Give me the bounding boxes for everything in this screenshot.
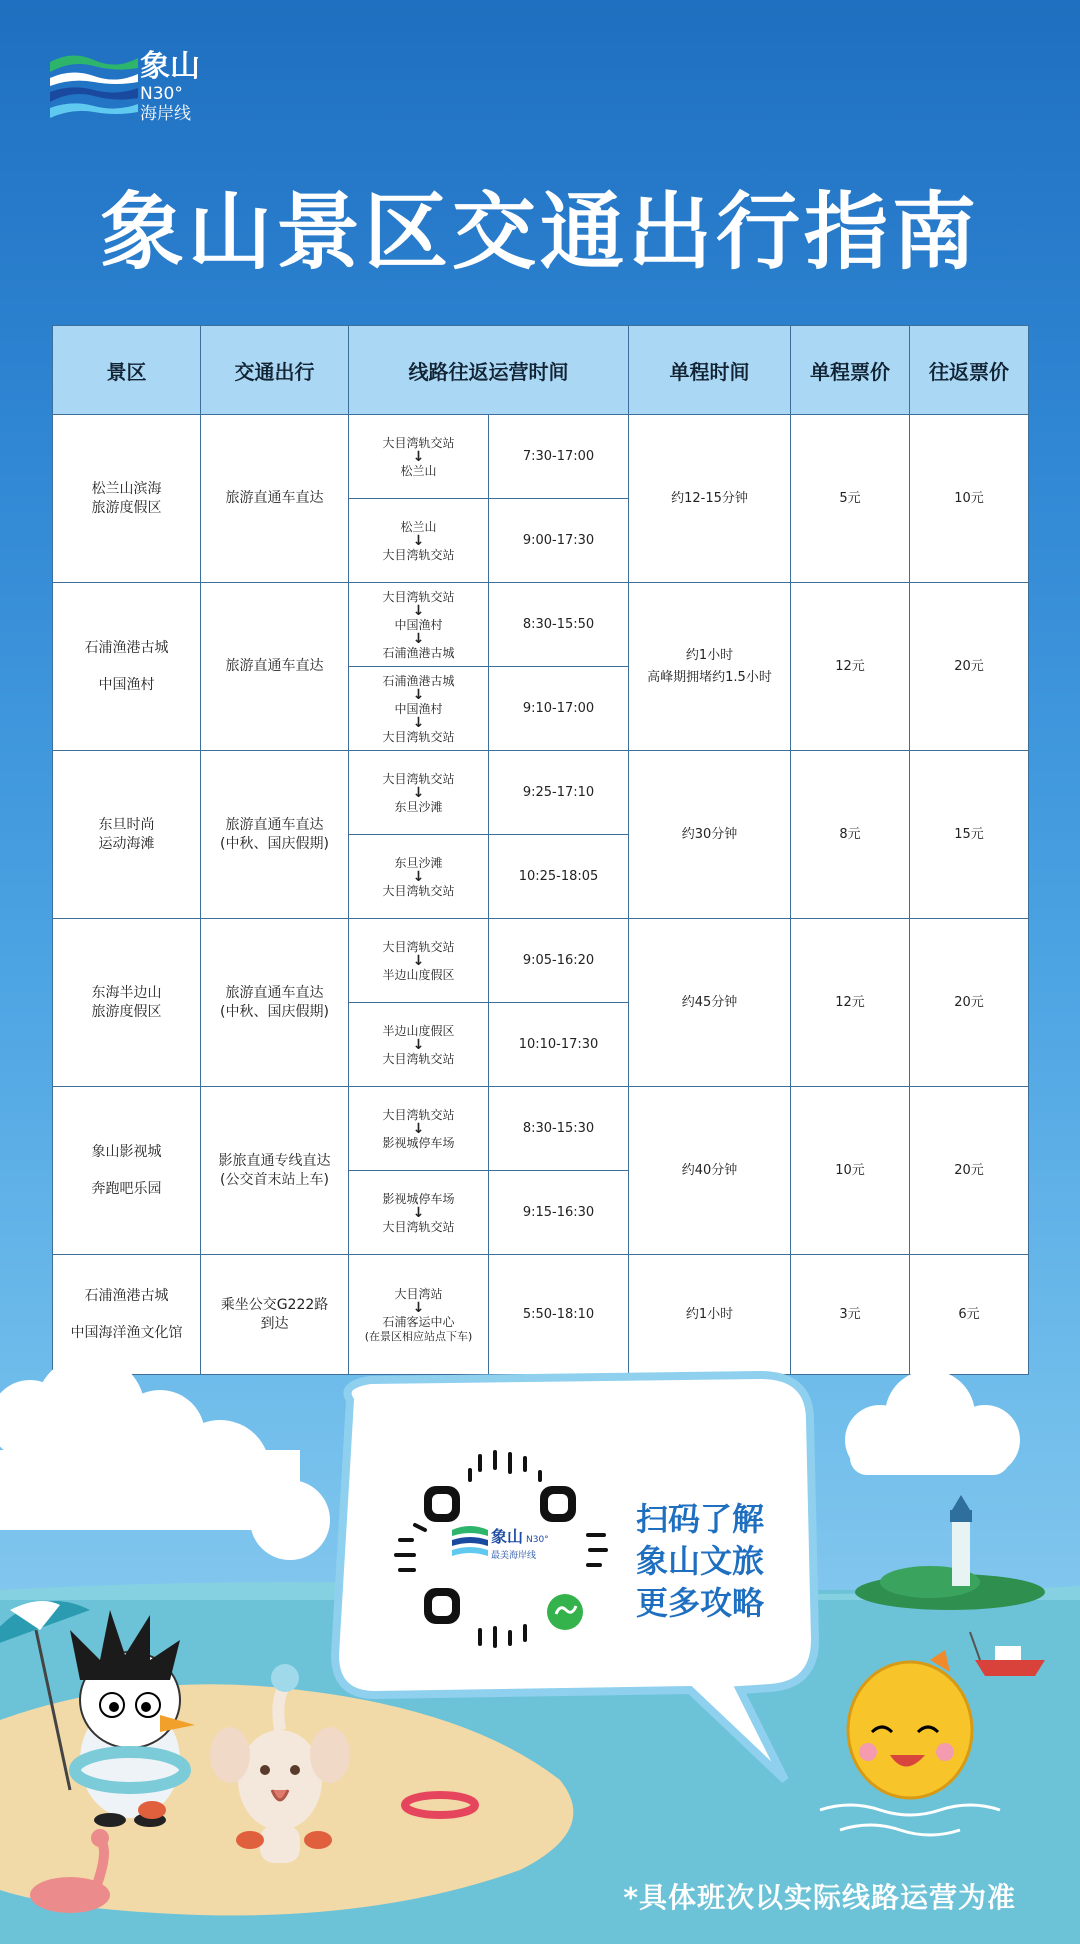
down-arrow-icon: ↓ xyxy=(412,1120,425,1137)
single-price-cell: 10元 xyxy=(791,1087,910,1255)
route-stop: 大目湾轨交站 xyxy=(382,939,455,954)
header-scenic: 景区 xyxy=(53,326,201,415)
duration-line: 约12-15分钟 xyxy=(671,490,748,506)
down-arrow-icon: ↓ xyxy=(412,952,425,969)
duration-cell xyxy=(629,1087,791,1255)
route-stop: 大目湾轨交站 xyxy=(382,547,455,562)
duration-line: 约1小时 xyxy=(685,647,734,663)
header-single-price: 单程票价 xyxy=(791,326,910,415)
scenic-line xyxy=(53,658,200,676)
duration-line: 高峰期拥堵约1.5小时 xyxy=(647,669,772,685)
scenic-cell xyxy=(53,583,201,751)
route-time-cell: 9:10-17:00 xyxy=(489,667,629,751)
route-stop: 松兰山 xyxy=(400,463,437,478)
scenic-line: 奔跑吧乐园 xyxy=(91,1180,162,1197)
route-time-cell: 8:30-15:30 xyxy=(489,1087,629,1171)
cloud-left-icon xyxy=(0,1360,330,1560)
route-stops-cell xyxy=(349,1171,489,1255)
transport-line: (中秋、国庆假期) xyxy=(220,1003,329,1020)
transport-line: 旅游直通车直达 xyxy=(225,658,324,674)
route-stop: 石浦客运中心 xyxy=(382,1314,455,1329)
table-row xyxy=(53,1087,1029,1171)
transport-line: 影旅直通专线直达 xyxy=(218,1152,331,1169)
duration-cell xyxy=(629,1255,791,1375)
route-time-cell: 10:25-18:05 xyxy=(489,835,629,919)
route-stop: 石浦渔港古城 xyxy=(382,645,455,660)
route-stops-cell xyxy=(349,835,489,919)
duration-cell xyxy=(629,415,791,583)
route-stop: 大目湾轨交站 xyxy=(382,729,455,744)
route-stops-cell xyxy=(349,751,489,835)
scenic-line: 石浦渔港古城 xyxy=(84,1287,169,1304)
logo xyxy=(48,48,208,126)
down-arrow-icon: ↓ xyxy=(412,448,425,465)
table-row xyxy=(53,583,1029,667)
round-price-cell: 15元 xyxy=(910,751,1029,919)
route-stop: 大目湾轨交站 xyxy=(382,1051,455,1066)
qr-logo-sub: N30° xyxy=(526,1535,549,1545)
duration-line: 约30分钟 xyxy=(681,826,738,842)
single-price-cell: 12元 xyxy=(791,583,910,751)
route-stops-cell xyxy=(349,1255,489,1375)
transport-line: 旅游直通车直达 xyxy=(225,984,324,1001)
route-time-cell: 8:30-15:50 xyxy=(489,583,629,667)
route-table xyxy=(52,325,1029,1375)
down-arrow-icon: ↓ xyxy=(412,1036,425,1053)
down-arrow-icon: ↓ xyxy=(412,714,425,731)
route-stop: 松兰山 xyxy=(400,519,437,534)
route-stop: 影视城停车场 xyxy=(382,1135,455,1150)
qr-logo-sub2: 最美海岸线 xyxy=(491,1551,537,1561)
route-time-cell: 7:30-17:00 xyxy=(489,415,629,499)
route-stop: 大目湾轨交站 xyxy=(382,1219,455,1234)
table-row xyxy=(53,415,1029,499)
transport-line: 旅游直通车直达 xyxy=(225,490,324,506)
bubble-text xyxy=(636,1498,796,1624)
down-arrow-icon: ↓ xyxy=(412,1204,425,1221)
logo-subtitle-2: 海岸线 xyxy=(140,104,191,124)
table-row xyxy=(53,751,1029,835)
lighthouse-island-icon xyxy=(855,1495,1045,1610)
route-stops-cell xyxy=(349,1087,489,1171)
header-route-time: 线路往返运营时间 xyxy=(349,326,629,415)
table-header-row xyxy=(53,326,1029,415)
transport-line: 到达 xyxy=(260,1315,289,1332)
scenic-line xyxy=(53,1162,200,1180)
route-note: (在景区相应站点下车) xyxy=(364,1329,473,1343)
scenic-line: 东旦时尚 xyxy=(98,816,155,833)
qr-center-logo-icon xyxy=(452,1526,488,1556)
scenic-line: 象山影视城 xyxy=(91,1143,162,1160)
route-stop: 大目湾站 xyxy=(394,1286,443,1301)
route-stops-cell xyxy=(349,667,489,751)
scenic-line: 松兰山滨海 xyxy=(91,480,162,497)
route-stop: 大目湾轨交站 xyxy=(382,435,455,450)
route-stop: 大目湾轨交站 xyxy=(382,589,455,604)
route-stop: 东旦沙滩 xyxy=(394,855,443,870)
logo-subtitle: N30° xyxy=(140,84,183,104)
route-stops-cell xyxy=(349,583,489,667)
transport-cell xyxy=(201,1255,349,1375)
route-stops-cell xyxy=(349,919,489,1003)
route-stops-cell xyxy=(349,415,489,499)
route-time-cell: 9:15-16:30 xyxy=(489,1171,629,1255)
scenic-cell xyxy=(53,1087,201,1255)
bottom-scene xyxy=(0,1360,1080,1944)
scenic-line: 运动海滩 xyxy=(98,835,155,852)
down-arrow-icon: ↓ xyxy=(412,602,425,619)
table-row xyxy=(53,1255,1029,1375)
down-arrow-icon: ↓ xyxy=(412,1299,425,1316)
single-price-cell: 8元 xyxy=(791,751,910,919)
scenic-line: 石浦渔港古城 xyxy=(84,639,169,656)
cloud-right-icon xyxy=(845,1370,1020,1475)
scenic-cell xyxy=(53,415,201,583)
route-stop: 影视城停车场 xyxy=(382,1191,455,1206)
duration-cell xyxy=(629,583,791,751)
route-stop: 石浦渔港古城 xyxy=(382,673,455,688)
route-time-cell: 10:10-17:30 xyxy=(489,1003,629,1087)
duration-cell xyxy=(629,751,791,919)
down-arrow-icon: ↓ xyxy=(412,532,425,549)
transport-cell xyxy=(201,919,349,1087)
route-stop: 大目湾轨交站 xyxy=(382,771,455,786)
scenic-line: 旅游度假区 xyxy=(91,1003,162,1020)
table-body xyxy=(53,415,1029,1375)
transport-line: 乘坐公交G222路 xyxy=(220,1296,329,1313)
scenic-line xyxy=(53,1306,200,1324)
route-time-cell: 5:50-18:10 xyxy=(489,1255,629,1375)
route-stop: 东旦沙滩 xyxy=(394,799,443,814)
bubble-line-3: 更多攻略 xyxy=(636,1584,765,1622)
scenic-cell xyxy=(53,751,201,919)
header-duration: 单程时间 xyxy=(629,326,791,415)
page-title: 象山景区交通出行指南 xyxy=(99,183,980,281)
route-stop: 半边山度假区 xyxy=(382,967,455,982)
scenic-line: 东海半边山 xyxy=(91,984,162,1001)
scenic-cell xyxy=(53,1255,201,1375)
route-stop: 中国渔村 xyxy=(394,617,443,632)
transport-cell xyxy=(201,583,349,751)
route-time-cell: 9:00-17:30 xyxy=(489,499,629,583)
route-time-cell: 9:05-16:20 xyxy=(489,919,629,1003)
logo-title: 象山 xyxy=(140,49,200,84)
route-stop: 大目湾轨交站 xyxy=(382,1107,455,1122)
transport-line: (公交首末站上车) xyxy=(220,1171,329,1188)
down-arrow-icon: ↓ xyxy=(412,686,425,703)
duration-line: 约45分钟 xyxy=(681,994,738,1010)
down-arrow-icon: ↓ xyxy=(412,868,425,885)
single-price-cell: 3元 xyxy=(791,1255,910,1375)
footnote: *具体班次以实际线路运营为准 xyxy=(623,1881,1016,1914)
mini-program-qr-code[interactable] xyxy=(390,1436,610,1656)
transport-cell xyxy=(201,1087,349,1255)
wave-logo-icon xyxy=(48,48,140,126)
route-stop: 大目湾轨交站 xyxy=(382,883,455,898)
duration-line: 约1小时 xyxy=(685,1306,734,1322)
single-price-cell: 12元 xyxy=(791,919,910,1087)
route-stop: 中国渔村 xyxy=(394,701,443,716)
scenic-line: 中国海洋渔文化馆 xyxy=(70,1324,183,1341)
round-price-cell: 20元 xyxy=(910,919,1029,1087)
route-stop: 半边山度假区 xyxy=(382,1023,455,1038)
down-arrow-icon: ↓ xyxy=(412,784,425,801)
duration-line: 约40分钟 xyxy=(681,1162,738,1178)
header-round-price: 往返票价 xyxy=(910,326,1029,415)
transport-line: 旅游直通车直达 xyxy=(225,816,324,833)
route-stops-cell xyxy=(349,499,489,583)
bubble-line-1: 扫码了解 xyxy=(636,1500,765,1538)
table-row xyxy=(53,919,1029,1003)
round-price-cell: 20元 xyxy=(910,1087,1029,1255)
qr-logo-title: 象山 xyxy=(491,1527,524,1546)
round-price-cell: 10元 xyxy=(910,415,1029,583)
down-arrow-icon: ↓ xyxy=(412,630,425,647)
scenic-line: 旅游度假区 xyxy=(91,499,162,516)
route-time-cell: 9:25-17:10 xyxy=(489,751,629,835)
header-transport: 交通出行 xyxy=(201,326,349,415)
scenic-cell xyxy=(53,919,201,1087)
transport-cell xyxy=(201,415,349,583)
round-price-cell: 6元 xyxy=(910,1255,1029,1375)
bubble-line-2: 象山文旅 xyxy=(636,1542,765,1580)
round-price-cell: 20元 xyxy=(910,583,1029,751)
single-price-cell: 5元 xyxy=(791,415,910,583)
duration-cell xyxy=(629,919,791,1087)
route-stops-cell xyxy=(349,1003,489,1087)
scenic-line: 中国渔村 xyxy=(98,676,155,693)
transport-cell xyxy=(201,751,349,919)
transport-line: (中秋、国庆假期) xyxy=(220,835,329,852)
